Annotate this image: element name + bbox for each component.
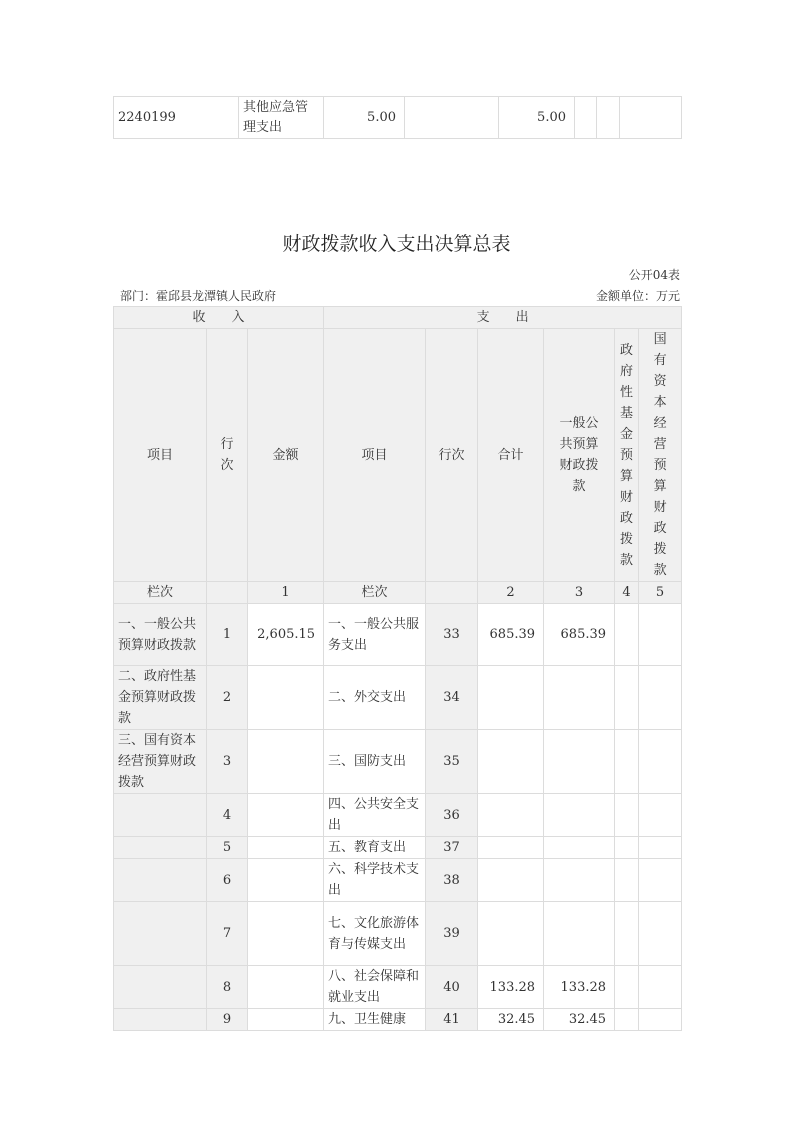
expense-row-no: 36: [426, 794, 478, 837]
total-header: 合计: [478, 329, 544, 582]
income-item: [114, 859, 207, 902]
income-header: 收 入: [114, 307, 324, 329]
total-amount: [478, 730, 544, 794]
table-row: [114, 794, 682, 837]
state-capital-amount: [639, 604, 682, 666]
col-2: 2: [478, 582, 544, 604]
total-amount: [478, 837, 544, 859]
col-1: 1: [248, 582, 324, 604]
income-row-no: 5: [207, 837, 248, 859]
state-capital-amount: [639, 794, 682, 837]
general-budget-amount: [544, 666, 615, 730]
expense-header: 支 出: [324, 307, 682, 329]
state-capital-header: 国有资本经营预算财政拨款: [639, 329, 682, 582]
col-empty: [207, 582, 248, 604]
total-amount: [478, 666, 544, 730]
function-code: 2240199: [114, 97, 239, 139]
header-row-columns: [114, 329, 682, 582]
expense-item: 四、公共安全支出: [324, 794, 426, 837]
income-row-no: 1: [207, 604, 248, 666]
gov-fund-header: 政府性基金预算财政拨款: [615, 329, 639, 582]
gov-fund-amount: [615, 604, 639, 666]
income-row-no: 8: [207, 966, 248, 1009]
income-item: [114, 1009, 207, 1031]
expense-item: 六、科学技术支出: [324, 859, 426, 902]
income-row-no: 7: [207, 902, 248, 966]
income-amount: [248, 794, 324, 837]
expense-row-no: 34: [426, 666, 478, 730]
table-row: [114, 604, 682, 666]
table-row: [114, 1009, 682, 1031]
expense-row-no: 33: [426, 604, 478, 666]
expense-item-header: 项目: [324, 329, 426, 582]
expense-item: 七、文化旅游体育与传媒支出: [324, 902, 426, 966]
gov-fund-amount: [615, 966, 639, 1009]
income-item: 一、一般公共预算财政拨款: [114, 604, 207, 666]
income-item: 二、政府性基金预算财政拨款: [114, 666, 207, 730]
income-row-no: 6: [207, 859, 248, 902]
total-amount: [478, 794, 544, 837]
col6-value: [597, 97, 620, 139]
income-row-no-header: 行次: [207, 329, 248, 582]
general-budget-amount: [544, 837, 615, 859]
income-item: [114, 837, 207, 859]
expense-item: 二、外交支出: [324, 666, 426, 730]
previous-table-fragment: [113, 96, 682, 139]
income-row-no: 4: [207, 794, 248, 837]
income-item: [114, 794, 207, 837]
expense-item: 八、社会保障和就业支出: [324, 966, 426, 1009]
gov-fund-amount: [615, 666, 639, 730]
col-label: 栏次: [114, 582, 207, 604]
expense-row-no: 35: [426, 730, 478, 794]
state-capital-amount: [639, 730, 682, 794]
expense-row-no: 37: [426, 837, 478, 859]
expense-row-no: 40: [426, 966, 478, 1009]
table-row: [114, 666, 682, 730]
table-row: [114, 837, 682, 859]
state-capital-amount: [639, 966, 682, 1009]
table-row: [114, 902, 682, 966]
state-capital-amount: [639, 859, 682, 902]
income-amount-header: 金额: [248, 329, 324, 582]
expense-item: 一、一般公共服务支出: [324, 604, 426, 666]
general-budget-amount: 133.28: [544, 966, 615, 1009]
expense-row-no: 39: [426, 902, 478, 966]
income-row-no: 2: [207, 666, 248, 730]
total-value: 5.00: [324, 97, 405, 139]
income-amount: [248, 837, 324, 859]
income-row-no: 9: [207, 1009, 248, 1031]
general-budget-amount: [544, 902, 615, 966]
page-title: 财政拨款收入支出决算总表: [282, 233, 511, 255]
department-label: 部门：霍邱县龙潭镇人民政府: [120, 289, 277, 303]
expense-row-no: 38: [426, 859, 478, 902]
budget-summary-table: [113, 306, 682, 1031]
expense-item: 五、教育支出: [324, 837, 426, 859]
expense-row-no-header: 行次: [426, 329, 478, 582]
table-number: 公开04表: [628, 268, 680, 282]
function-name: 其他应急管理支出: [239, 97, 324, 139]
col5-value: [575, 97, 597, 139]
table-row: [114, 97, 682, 139]
income-amount: [248, 730, 324, 794]
state-capital-amount: [639, 1009, 682, 1031]
col-4: 4: [615, 582, 639, 604]
income-amount: [248, 902, 324, 966]
gov-fund-amount: [615, 1009, 639, 1031]
income-amount: [248, 966, 324, 1009]
expense-item: 九、卫生健康: [324, 1009, 426, 1031]
col-5: 5: [639, 582, 682, 604]
expense-item: 三、国防支出: [324, 730, 426, 794]
total-amount: 133.28: [478, 966, 544, 1009]
gov-fund-amount: [615, 859, 639, 902]
header-row-group: [114, 307, 682, 329]
general-budget-amount: [544, 859, 615, 902]
income-item: [114, 966, 207, 1009]
table-row: [114, 966, 682, 1009]
income-item: [114, 902, 207, 966]
col3-value: [405, 97, 499, 139]
income-amount: [248, 859, 324, 902]
exp-col-empty: [426, 582, 478, 604]
income-amount: [248, 666, 324, 730]
general-budget-amount: 685.39: [544, 604, 615, 666]
table-row: [114, 859, 682, 902]
general-budget-amount: [544, 794, 615, 837]
column-index-row: [114, 582, 682, 604]
state-capital-amount: [639, 902, 682, 966]
state-capital-amount: [639, 837, 682, 859]
total-amount: [478, 902, 544, 966]
table-row: [114, 730, 682, 794]
exp-col-label: 栏次: [324, 582, 426, 604]
income-row-no: 3: [207, 730, 248, 794]
total-amount: 685.39: [478, 604, 544, 666]
total-amount: [478, 859, 544, 902]
income-amount: 2,605.15: [248, 604, 324, 666]
total-amount: 32.45: [478, 1009, 544, 1031]
gov-fund-amount: [615, 794, 639, 837]
income-item: 三、国有资本经营预算财政拨款: [114, 730, 207, 794]
unit-label: 金额单位：万元: [595, 289, 680, 303]
gov-fund-amount: [615, 730, 639, 794]
col4-value: 5.00: [499, 97, 575, 139]
expense-row-no: 41: [426, 1009, 478, 1031]
income-amount: [248, 1009, 324, 1031]
col7-value: [620, 97, 682, 139]
general-budget-amount: [544, 730, 615, 794]
general-budget-header: 一般公共预算财政拨款: [544, 329, 615, 582]
general-budget-amount: 32.45: [544, 1009, 615, 1031]
income-item-header: 项目: [114, 329, 207, 582]
gov-fund-amount: [615, 902, 639, 966]
col-3: 3: [544, 582, 615, 604]
gov-fund-amount: [615, 837, 639, 859]
state-capital-amount: [639, 666, 682, 730]
